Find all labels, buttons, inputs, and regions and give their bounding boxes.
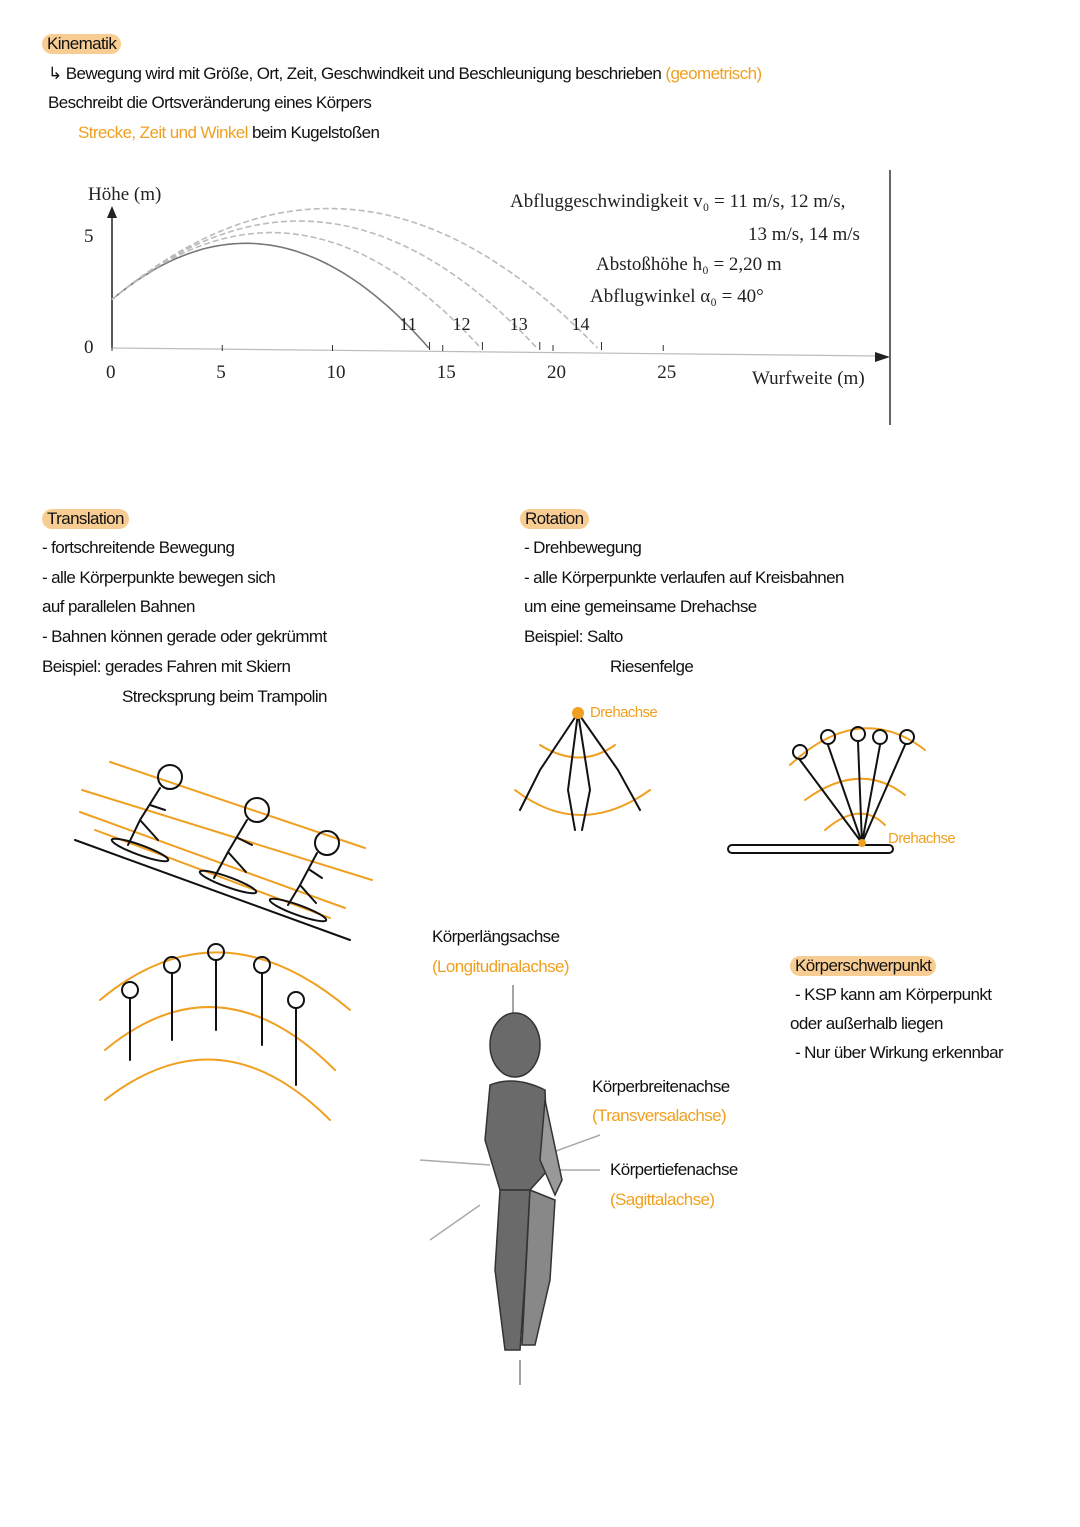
x-axis-arrow bbox=[875, 352, 890, 362]
x-tick-label: 0 bbox=[106, 362, 116, 383]
series-label-12: 12 bbox=[452, 314, 471, 334]
rotation-line: um eine gemeinsame Drehachse bbox=[524, 597, 757, 616]
annotation-alpha: Abflugwinkel α₀ = 40° bbox=[590, 286, 764, 307]
trajectory-12 bbox=[112, 233, 481, 348]
rotation-line: - Drehbewegung bbox=[524, 538, 642, 557]
ksp-line: - Nur über Wirkung erkennbar bbox=[795, 1043, 1004, 1062]
ksp-line: oder außerhalb liegen bbox=[790, 1014, 943, 1033]
x-tick-label: 15 bbox=[436, 362, 456, 383]
trampoline-illustration bbox=[100, 944, 350, 1120]
series-label-11: 11 bbox=[399, 314, 417, 334]
x-axis bbox=[112, 348, 880, 356]
translation-line: - alle Körperpunkte bewegen sich bbox=[42, 568, 276, 587]
axis-tief-latin: (Sagittalachse) bbox=[610, 1190, 715, 1209]
translation-line: - fortschreitende Bewegung bbox=[42, 538, 235, 557]
section-title-kinematik: Kinematik bbox=[42, 34, 121, 54]
section-title-rotation: Rotation bbox=[520, 509, 589, 529]
annotation-v0-2: 13 m/s, 14 m/s bbox=[748, 224, 860, 245]
text-orange: Strecke, Zeit und Winkel bbox=[78, 123, 248, 142]
axis-long-label: Körperlängsachse bbox=[432, 927, 560, 946]
kinematik-line-2: Beschreibt die Ortsveränderung eines Körpers bbox=[48, 93, 372, 112]
annotation-v0-1: Abfluggeschwindigkeit v₀ = 11 m/s, 12 m/s, bbox=[510, 191, 846, 212]
axis-breit-latin: (Transversalachse) bbox=[592, 1106, 727, 1125]
rotation-line: - alle Körperpunkte verlaufen auf Kreisbahnen bbox=[524, 568, 844, 587]
text: beim Kugelstoßen bbox=[251, 123, 380, 142]
text: ↳ Bewegung wird mit Größe, Ort, Zeit, Geschwindkeit und Beschleunigung beschrieben bbox=[48, 64, 662, 83]
y-tick-label: 5 bbox=[84, 226, 94, 247]
axis-long-latin: (Longitudinalachse) bbox=[432, 957, 569, 976]
x-tick-label: 5 bbox=[216, 362, 226, 383]
y-axis-arrow bbox=[107, 206, 117, 218]
translation-line: Beispiel: gerades Fahren mit Skiern bbox=[42, 657, 291, 676]
section-title-translation: Translation bbox=[42, 509, 129, 529]
series-label-13: 13 bbox=[509, 314, 528, 334]
salto-illustration bbox=[515, 707, 650, 830]
x-axis-label: Wurfweite (m) bbox=[752, 368, 865, 389]
drehachse-label: Drehachse bbox=[590, 704, 658, 721]
x-tick-label: 10 bbox=[326, 362, 346, 383]
annotation-h0: Abstoßhöhe h₀ = 2,20 m bbox=[596, 254, 782, 275]
x-tick-label: 25 bbox=[657, 362, 677, 383]
x-tick-label: 20 bbox=[547, 362, 566, 383]
axis-breit-label: Körperbreitenachse bbox=[592, 1077, 730, 1096]
rotation-line: Beispiel: Salto bbox=[524, 627, 623, 646]
section-title-ksp: Körperschwerpunkt bbox=[790, 956, 936, 976]
mannequin-illustration bbox=[420, 985, 600, 1385]
ksp-line: - KSP kann am Körperpunkt bbox=[795, 985, 992, 1004]
y-tick-label: 0 bbox=[84, 337, 94, 358]
translation-line: - Bahnen können gerade oder gekrümmt bbox=[42, 627, 327, 646]
y-axis-label: Höhe (m) bbox=[88, 184, 162, 205]
note: (geometrisch) bbox=[665, 64, 762, 83]
axis-tief-label: Körpertiefenachse bbox=[610, 1160, 738, 1179]
trajectory-11 bbox=[112, 243, 429, 348]
skier-illustration bbox=[75, 762, 372, 940]
translation-line: Strecksprung beim Trampolin bbox=[122, 687, 327, 706]
drehachse-label: Drehachse bbox=[888, 830, 956, 847]
series-label-14: 14 bbox=[571, 314, 590, 334]
rotation-line: Riesenfelge bbox=[610, 657, 694, 676]
translation-line: auf parallelen Bahnen bbox=[42, 597, 195, 616]
trajectory-chart bbox=[0, 0, 1080, 440]
